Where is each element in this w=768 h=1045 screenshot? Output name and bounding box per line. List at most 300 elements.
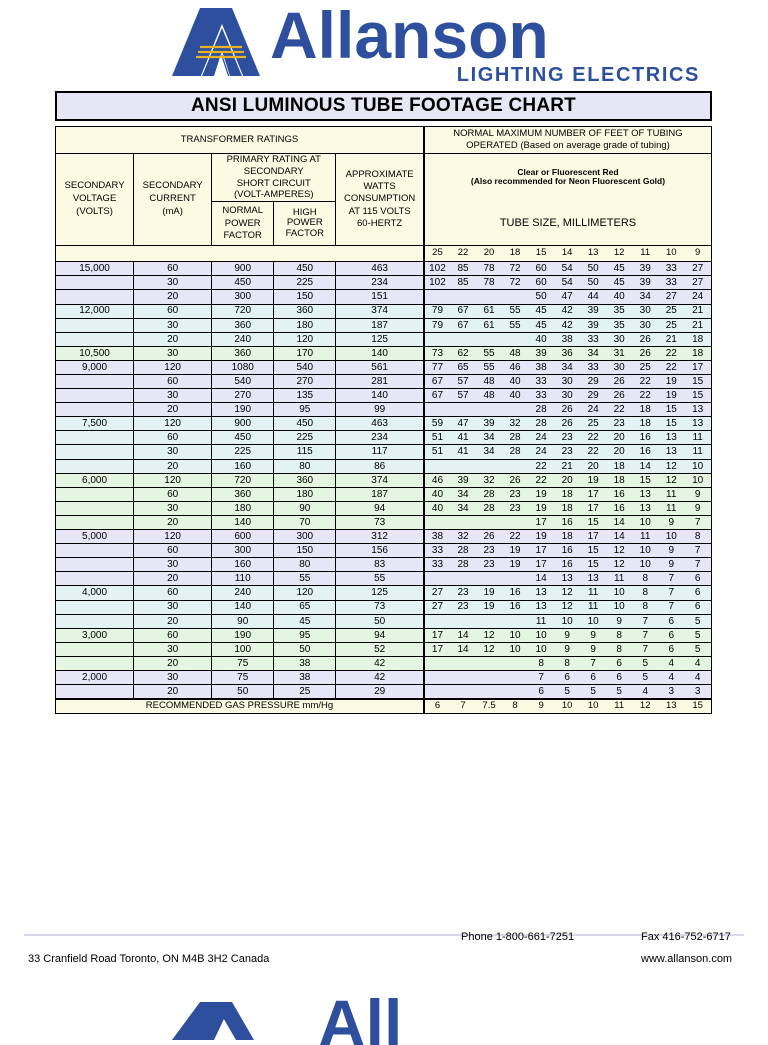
cell-tube-feet: 22	[606, 403, 632, 417]
table-footer	[56, 699, 712, 714]
cell-tube-feet: 6	[554, 670, 580, 684]
cell-tube-feet: 12	[658, 473, 684, 487]
footer-website[interactable]: www.allanson.com	[641, 953, 733, 965]
cell-tube-feet: 16	[554, 558, 580, 572]
cell-tube-feet: 25	[632, 360, 658, 374]
cell-tube-feet: 21	[554, 459, 580, 473]
cell-watts: 463	[336, 262, 424, 276]
tube-size-tick-row	[56, 246, 712, 262]
cell-tube-feet: 6	[684, 572, 711, 586]
cell-tube-feet: 55	[502, 304, 528, 318]
cell-tube-feet: 51	[424, 445, 450, 459]
cell-tube-feet: 18	[554, 530, 580, 544]
cell-secondary-voltage	[56, 656, 134, 670]
cell-tube-feet: 31	[606, 346, 632, 360]
cell-tube-feet: 25	[580, 417, 606, 431]
cell-high-power-factor: 135	[274, 389, 336, 403]
cell-tube-feet: 21	[684, 304, 711, 318]
table-row	[56, 318, 712, 332]
cell-secondary-current: 120	[134, 360, 212, 374]
tube-size-tick: 20	[476, 246, 502, 262]
cell-secondary-current: 20	[134, 459, 212, 473]
cell-tube-feet: 10	[684, 473, 711, 487]
cell-tube-feet: 7	[580, 656, 606, 670]
cell-secondary-current: 60	[134, 431, 212, 445]
cell-tube-feet: 67	[450, 304, 476, 318]
cell-tube-feet: 41	[450, 445, 476, 459]
hdr-sc-l3: (mA)	[162, 205, 183, 217]
cell-tube-feet: 9	[658, 544, 684, 558]
cell-tube-feet: 60	[528, 276, 554, 290]
cell-tube-feet: 26	[632, 346, 658, 360]
cell-tube-feet	[502, 403, 528, 417]
cell-tube-feet: 33	[658, 276, 684, 290]
cell-secondary-voltage: 9,000	[56, 360, 134, 374]
cell-tube-feet: 26	[632, 332, 658, 346]
cell-tube-feet: 9	[658, 558, 684, 572]
cell-tube-feet: 45	[528, 304, 554, 318]
cell-tube-feet: 34	[632, 290, 658, 304]
cell-tube-feet: 39	[580, 318, 606, 332]
cell-tube-feet: 17	[684, 360, 711, 374]
cell-tube-feet: 22	[632, 375, 658, 389]
cell-tube-feet: 46	[502, 360, 528, 374]
cell-tube-feet: 6	[658, 614, 684, 628]
cell-tube-feet: 16	[606, 501, 632, 515]
cell-tube-feet: 3	[658, 685, 684, 699]
hdr-hpf-l3: FACTOR	[285, 228, 324, 240]
cell-tube-feet: 13	[580, 572, 606, 586]
cell-tube-feet: 8	[684, 530, 711, 544]
cell-tube-feet: 7	[632, 642, 658, 656]
cell-tube-feet: 6	[658, 628, 684, 642]
cell-tube-feet	[476, 290, 502, 304]
cell-normal-power-factor: 240	[212, 332, 274, 346]
cell-secondary-voltage	[56, 572, 134, 586]
cell-tube-feet: 34	[450, 487, 476, 501]
cell-tube-feet: 33	[580, 332, 606, 346]
cell-tube-feet	[450, 459, 476, 473]
tube-size-tick: 10	[658, 246, 684, 262]
cell-tube-feet: 4	[684, 670, 711, 684]
cell-tube-feet: 20	[606, 445, 632, 459]
cell-normal-power-factor: 300	[212, 544, 274, 558]
cell-tube-feet: 48	[502, 346, 528, 360]
gas-pressure-value: 10	[554, 699, 580, 714]
cell-tube-feet: 12	[476, 628, 502, 642]
cell-tube-feet: 40	[502, 375, 528, 389]
table-row	[56, 642, 712, 656]
table-row	[56, 389, 712, 403]
cell-tube-feet: 41	[450, 431, 476, 445]
tube-size-tick: 13	[580, 246, 606, 262]
cell-tube-feet: 17	[580, 530, 606, 544]
table-row	[56, 656, 712, 670]
table-row	[56, 417, 712, 431]
cell-normal-power-factor: 360	[212, 487, 274, 501]
cell-tube-feet: 35	[606, 318, 632, 332]
cell-tube-feet: 25	[658, 318, 684, 332]
cell-tube-feet: 29	[580, 375, 606, 389]
cell-high-power-factor: 65	[274, 600, 336, 614]
cell-tube-feet: 13	[528, 600, 554, 614]
cell-tube-feet: 55	[502, 318, 528, 332]
cell-tube-feet: 22	[580, 445, 606, 459]
hdr-w-l4: AT 115 VOLTS	[348, 205, 411, 217]
cell-watts: 374	[336, 304, 424, 318]
gas-pressure-value: 7	[450, 699, 476, 714]
cell-tube-feet: 27	[684, 262, 711, 276]
cell-secondary-voltage: 5,000	[56, 530, 134, 544]
table-row	[56, 515, 712, 529]
cell-tube-feet: 28	[476, 501, 502, 515]
cell-secondary-current: 30	[134, 445, 212, 459]
hdr-npf-l1: NORMAL	[222, 205, 264, 217]
cell-tube-feet: 23	[554, 431, 580, 445]
cell-tube-feet: 72	[502, 262, 528, 276]
cell-tube-feet: 42	[554, 318, 580, 332]
cell-tube-feet: 5	[606, 685, 632, 699]
cell-tube-feet: 7	[684, 558, 711, 572]
cell-watts: 140	[336, 346, 424, 360]
cell-tube-feet: 14	[450, 628, 476, 642]
cell-tube-feet: 14	[606, 515, 632, 529]
cell-tube-feet: 6	[658, 642, 684, 656]
table-row	[56, 558, 712, 572]
cell-tube-feet	[502, 515, 528, 529]
cell-high-power-factor: 25	[274, 685, 336, 699]
cell-tube-feet: 51	[424, 431, 450, 445]
cell-secondary-current: 30	[134, 501, 212, 515]
cell-tube-feet: 8	[606, 628, 632, 642]
cell-secondary-current: 60	[134, 544, 212, 558]
cell-tube-feet	[450, 290, 476, 304]
cell-tube-feet: 44	[580, 290, 606, 304]
header-clear-red-l1: Clear or Fluorescent Red	[517, 166, 619, 177]
cell-tube-feet: 9	[580, 628, 606, 642]
cell-watts: 281	[336, 375, 424, 389]
cell-secondary-voltage	[56, 332, 134, 346]
cell-tube-feet: 20	[580, 459, 606, 473]
footer-divider	[24, 934, 744, 936]
cell-secondary-current: 20	[134, 515, 212, 529]
cell-secondary-voltage	[56, 318, 134, 332]
cell-secondary-current: 30	[134, 558, 212, 572]
table-row	[56, 544, 712, 558]
cell-tube-feet: 10	[502, 628, 528, 642]
cell-tube-feet: 13	[554, 572, 580, 586]
cell-tube-feet: 15	[684, 375, 711, 389]
cell-secondary-voltage	[56, 276, 134, 290]
cell-tube-feet: 28	[502, 445, 528, 459]
cell-tube-feet: 34	[580, 346, 606, 360]
gas-pressure-label: RECOMMENDED GAS PRESSURE mm/Hg	[56, 699, 424, 714]
cell-tube-feet: 26	[554, 417, 580, 431]
cell-high-power-factor: 300	[274, 530, 336, 544]
cell-tube-feet: 48	[476, 375, 502, 389]
cell-tube-feet: 34	[450, 501, 476, 515]
hdr-w-l5: 60-HERTZ	[357, 218, 403, 230]
header-normal-max-line2: OPERATED (Based on average grade of tubing)	[466, 139, 670, 151]
cell-secondary-current: 20	[134, 685, 212, 699]
cell-tube-feet: 38	[528, 360, 554, 374]
cell-tube-feet: 59	[424, 417, 450, 431]
cell-high-power-factor: 150	[274, 544, 336, 558]
cell-tube-feet	[502, 670, 528, 684]
cell-tube-feet: 10	[528, 642, 554, 656]
footer-phone: Phone 1-800-661-7251	[461, 931, 575, 943]
table-row	[56, 290, 712, 304]
cell-tube-feet: 10	[658, 530, 684, 544]
cell-tube-feet: 5	[684, 628, 711, 642]
hdr-w-l1: APPROXIMATE	[345, 168, 414, 180]
hdr-sc-l2: CURRENT	[149, 193, 196, 205]
cell-tube-feet: 29	[580, 389, 606, 403]
cell-normal-power-factor: 180	[212, 501, 274, 515]
cell-normal-power-factor: 190	[212, 403, 274, 417]
cell-tube-feet: 15	[684, 389, 711, 403]
table-row	[56, 670, 712, 684]
cell-tube-feet: 54	[554, 262, 580, 276]
cell-tube-feet: 23	[502, 487, 528, 501]
cell-secondary-voltage	[56, 501, 134, 515]
cell-tube-feet: 50	[580, 276, 606, 290]
cell-tube-feet: 18	[554, 501, 580, 515]
cell-tube-feet: 40	[424, 501, 450, 515]
cell-tube-feet: 24	[684, 290, 711, 304]
cell-tube-feet: 24	[528, 445, 554, 459]
table-row	[56, 685, 712, 699]
cell-tube-feet: 10	[632, 544, 658, 558]
cell-secondary-current: 120	[134, 417, 212, 431]
cell-high-power-factor: 170	[274, 346, 336, 360]
cell-tube-feet: 23	[450, 600, 476, 614]
cell-tube-feet: 6	[606, 670, 632, 684]
gas-pressure-value: 10	[580, 699, 606, 714]
cell-tube-feet: 17	[424, 628, 450, 642]
cell-secondary-current: 20	[134, 332, 212, 346]
cell-secondary-voltage	[56, 544, 134, 558]
cell-tube-feet: 57	[450, 389, 476, 403]
cell-tube-feet: 11	[684, 445, 711, 459]
cell-tube-feet: 5	[684, 642, 711, 656]
cell-tube-feet: 4	[632, 685, 658, 699]
brand-tagline: LIGHTING ELECTRICS	[456, 64, 700, 86]
cell-normal-power-factor: 450	[212, 431, 274, 445]
cell-secondary-voltage: 10,500	[56, 346, 134, 360]
cell-tube-feet: 18	[684, 332, 711, 346]
cell-watts: 42	[336, 656, 424, 670]
chart-title	[55, 91, 712, 121]
cell-tube-feet: 18	[632, 403, 658, 417]
cell-tube-feet: 9	[684, 487, 711, 501]
cell-normal-power-factor: 100	[212, 642, 274, 656]
cell-tube-feet: 47	[450, 417, 476, 431]
cell-tube-feet: 14	[632, 459, 658, 473]
allanson-wordmark	[270, 0, 700, 72]
hdr-hpf-l2: POWER	[286, 217, 323, 229]
cell-tube-feet: 65	[450, 360, 476, 374]
cell-tube-feet: 28	[528, 417, 554, 431]
cell-high-power-factor: 50	[274, 642, 336, 656]
tube-size-tick: 22	[450, 246, 476, 262]
cell-tube-feet: 39	[632, 262, 658, 276]
cell-tube-feet: 17	[580, 501, 606, 515]
cell-high-power-factor: 360	[274, 304, 336, 318]
cell-secondary-voltage	[56, 685, 134, 699]
cell-tube-feet: 85	[450, 276, 476, 290]
cell-tube-feet	[450, 614, 476, 628]
cell-tube-feet: 8	[632, 600, 658, 614]
header-normal-power-factor	[212, 202, 274, 246]
header-tube-panel	[424, 153, 712, 246]
cell-normal-power-factor: 160	[212, 459, 274, 473]
cell-tube-feet: 28	[450, 558, 476, 572]
cell-normal-power-factor: 140	[212, 515, 274, 529]
cell-tube-feet: 40	[424, 487, 450, 501]
cell-watts: 312	[336, 530, 424, 544]
hdr-pr-l4: (VOLT-AMPERES)	[233, 189, 314, 201]
cell-tube-feet: 17	[528, 515, 554, 529]
cell-tube-feet: 12	[658, 459, 684, 473]
cell-watts: 117	[336, 445, 424, 459]
cell-tube-feet	[476, 459, 502, 473]
cell-secondary-current: 60	[134, 586, 212, 600]
cell-normal-power-factor: 300	[212, 290, 274, 304]
cell-secondary-current: 30	[134, 642, 212, 656]
cell-tube-feet: 21	[658, 332, 684, 346]
cell-tube-feet: 39	[580, 304, 606, 318]
tube-size-tick: 18	[502, 246, 528, 262]
cell-tube-feet: 39	[632, 276, 658, 290]
cell-tube-feet: 18	[684, 346, 711, 360]
cell-tube-feet: 67	[424, 375, 450, 389]
cell-tube-feet: 38	[554, 332, 580, 346]
table-row	[56, 586, 712, 600]
cell-secondary-voltage	[56, 403, 134, 417]
cell-tube-feet: 46	[424, 473, 450, 487]
table-row	[56, 276, 712, 290]
cell-tube-feet: 19	[580, 473, 606, 487]
tube-size-tick: 11	[632, 246, 658, 262]
table-row	[56, 445, 712, 459]
gas-pressure-row	[56, 699, 712, 714]
hdr-w-l3: CONSUMPTION	[344, 193, 416, 205]
cell-secondary-current: 20	[134, 403, 212, 417]
table-row	[56, 501, 712, 515]
cell-normal-power-factor: 450	[212, 276, 274, 290]
cell-tube-feet: 18	[632, 417, 658, 431]
cell-tube-feet: 5	[580, 685, 606, 699]
cell-tube-feet: 39	[450, 473, 476, 487]
cell-watts: 187	[336, 318, 424, 332]
cell-tube-feet: 7	[632, 614, 658, 628]
cell-watts: 151	[336, 290, 424, 304]
cell-high-power-factor: 38	[274, 670, 336, 684]
tube-size-tick: 25	[424, 246, 450, 262]
cell-normal-power-factor: 50	[212, 685, 274, 699]
cell-watts: 125	[336, 332, 424, 346]
cell-tube-feet	[450, 670, 476, 684]
hdr-npf-l3: FACTOR	[223, 229, 262, 241]
cell-tube-feet: 30	[554, 389, 580, 403]
cell-tube-feet: 73	[424, 346, 450, 360]
cell-watts: 55	[336, 572, 424, 586]
hdr-npf-l2: POWER	[224, 217, 261, 229]
cell-tube-feet: 11	[632, 530, 658, 544]
cell-tube-feet	[476, 656, 502, 670]
cell-watts: 140	[336, 389, 424, 403]
cell-tube-feet: 27	[424, 600, 450, 614]
gas-pressure-value: 9	[528, 699, 554, 714]
table-row	[56, 600, 712, 614]
cell-normal-power-factor: 270	[212, 389, 274, 403]
cell-tube-feet	[424, 685, 450, 699]
cell-watts: 29	[336, 685, 424, 699]
cell-high-power-factor: 180	[274, 487, 336, 501]
cell-tube-feet: 13	[528, 586, 554, 600]
tube-size-tick: 12	[606, 246, 632, 262]
cell-secondary-voltage	[56, 515, 134, 529]
cell-tube-feet	[424, 459, 450, 473]
cell-high-power-factor: 80	[274, 558, 336, 572]
cell-high-power-factor: 95	[274, 628, 336, 642]
cell-watts: 50	[336, 614, 424, 628]
cell-watts: 83	[336, 558, 424, 572]
cell-tube-feet: 19	[502, 544, 528, 558]
cell-secondary-voltage	[56, 375, 134, 389]
cell-high-power-factor: 180	[274, 318, 336, 332]
cell-tube-feet: 32	[502, 417, 528, 431]
cell-tube-feet: 17	[528, 558, 554, 572]
cell-tube-feet: 61	[476, 318, 502, 332]
header-normal-max-line1: NORMAL MAXIMUM NUMBER OF FEET OF TUBING	[453, 128, 683, 139]
cell-high-power-factor: 90	[274, 501, 336, 515]
cell-tube-feet: 26	[502, 473, 528, 487]
cell-tube-feet: 7	[684, 515, 711, 529]
header-primary-rating	[212, 153, 336, 202]
cell-tube-feet: 36	[554, 346, 580, 360]
cell-tube-feet: 24	[580, 403, 606, 417]
cell-high-power-factor: 270	[274, 375, 336, 389]
cell-secondary-current: 60	[134, 304, 212, 318]
cell-tube-feet: 16	[502, 586, 528, 600]
cell-watts: 234	[336, 276, 424, 290]
cell-tube-feet: 67	[450, 318, 476, 332]
tube-size-tick: 9	[684, 246, 711, 262]
cell-tube-feet	[502, 572, 528, 586]
table-row	[56, 530, 712, 544]
cell-tube-feet: 17	[424, 642, 450, 656]
cell-tube-feet	[424, 332, 450, 346]
cell-tube-feet: 50	[580, 262, 606, 276]
cell-tube-feet: 102	[424, 276, 450, 290]
cell-secondary-voltage	[56, 445, 134, 459]
cell-tube-feet: 12	[606, 544, 632, 558]
cell-tube-feet: 12	[554, 600, 580, 614]
cell-normal-power-factor: 110	[212, 572, 274, 586]
cell-tube-feet: 6	[528, 685, 554, 699]
cell-tube-feet	[476, 685, 502, 699]
cell-secondary-current: 20	[134, 656, 212, 670]
cell-tube-feet: 16	[554, 515, 580, 529]
table-row	[56, 614, 712, 628]
cell-watts: 73	[336, 600, 424, 614]
cell-tube-feet: 10	[606, 586, 632, 600]
cell-tube-feet: 10	[684, 459, 711, 473]
cell-secondary-current: 60	[134, 262, 212, 276]
cell-tube-feet: 21	[684, 318, 711, 332]
